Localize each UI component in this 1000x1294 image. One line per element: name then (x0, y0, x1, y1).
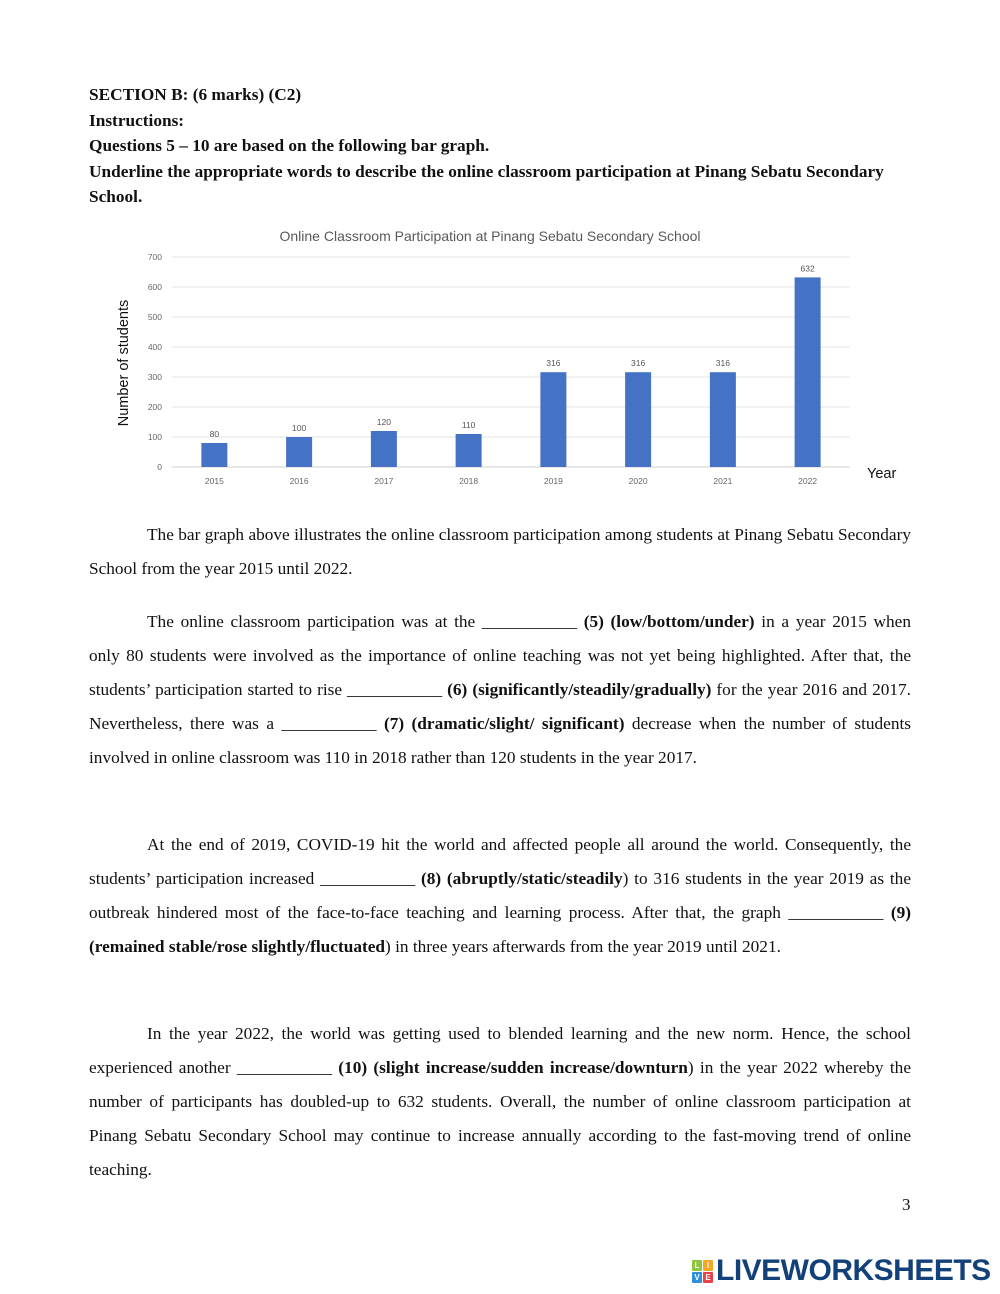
logo-tile: E (703, 1272, 713, 1283)
data-label: 316 (546, 358, 561, 369)
bar (456, 434, 482, 467)
question-options: (9) (remained stable/rose slightly/fluctuated (89, 903, 911, 956)
paragraph-text: in a year 2015 when only 80 students were involved as the importance of online teaching was not yet being highlighted. After that, the students’ participation started to rise ___________ (89, 612, 911, 699)
bar (201, 443, 227, 467)
y-tick-label: 500 (147, 312, 162, 322)
data-label: 316 (715, 358, 730, 369)
chart-title: Online Classroom Participation at Pinang Sebatu Secondary School (279, 228, 701, 244)
y-tick-label: 300 (147, 372, 162, 382)
bar (371, 431, 397, 467)
paragraph-text: The online classroom participation was at the ___________ (147, 612, 584, 631)
logo-tile: L (692, 1260, 702, 1271)
paragraph-1 (89, 518, 911, 586)
question-options: (7) (dramatic/slight/ significant) (383, 714, 625, 733)
bar-chart (100, 220, 920, 495)
x-axis-label: Year (867, 466, 897, 482)
paragraph-text: In the year 2022, the world was getting used to blended learning and the new norm. Hence, the school experienced another ___________ (89, 1024, 911, 1077)
liveworksheets-logo (692, 1254, 991, 1288)
data-label: 110 (461, 420, 476, 430)
y-axis-label: Number of students (116, 299, 132, 427)
logo-tiles-icon (692, 1260, 713, 1283)
page-number: 3 (902, 1195, 911, 1214)
y-tick-label: 400 (147, 342, 162, 352)
paragraph-text: At the end of 2019, COVID-19 hit the world and affected people all around the world. Consequently, the students’ participation increased ___________ (89, 835, 911, 888)
section-title: SECTION B: (6 marks) (C2) (89, 85, 302, 104)
x-tick-label: 2017 (374, 476, 394, 486)
bar (286, 437, 312, 467)
data-label: 632 (800, 263, 815, 274)
data-label: 316 (631, 358, 646, 369)
bar (540, 372, 566, 467)
paragraph-text: decrease when the number of students involved in online classroom was 110 in 2018 rather than 120 students in the year 2017. (89, 714, 911, 767)
task-instruction: Underline the appropriate words to describe the online classroom participation at Pinang Sebatu Secondary School. (89, 161, 884, 206)
question-options: (8) (abruptly/static/steadily (420, 869, 623, 888)
data-label: 100 (292, 423, 307, 433)
bar (625, 372, 651, 467)
paragraph-4 (89, 1017, 911, 1187)
paragraph-text: for the year 2016 and 2017. Nevertheless, there was a ___________ (89, 680, 911, 733)
paragraph-2 (89, 605, 911, 775)
x-tick-label: 2022 (798, 476, 818, 486)
logo-tile: I (703, 1260, 713, 1271)
section-header (89, 82, 919, 210)
x-tick-label: 2021 (713, 476, 733, 486)
paragraph-text: The bar graph above illustrates the online classroom participation among students at Pinang Sebatu Secondary School from the year 2015 until 2022. (89, 525, 911, 578)
x-tick-label: 2018 (459, 476, 479, 486)
instructions-label: Instructions: (89, 110, 185, 130)
x-tick-label: 2015 (204, 476, 224, 486)
y-tick-label: 200 (147, 402, 162, 412)
question-options: (5) (low/bottom/under) (583, 612, 755, 631)
x-tick-label: 2020 (628, 476, 648, 486)
question-options: (6) (significantly/steadily/gradually) (447, 680, 712, 699)
paragraph-text: ) in three years afterwards from the year 2019 until 2021. (385, 937, 781, 956)
x-tick-label: 2019 (543, 476, 563, 486)
paragraph-text: ) to 316 students in the year 2019 as the outbreak hindered most of the face-to-face teaching and learning process. After that, the graph ___________ (89, 869, 911, 922)
paragraph-3 (89, 828, 911, 964)
y-tick-label: 700 (147, 252, 162, 262)
bar (795, 277, 821, 467)
bar (710, 372, 736, 467)
y-tick-label: 100 (147, 432, 162, 442)
data-label: 120 (376, 417, 391, 427)
questions-note: Questions 5 – 10 are based on the following bar graph. (89, 136, 490, 155)
x-tick-label: 2016 (289, 476, 309, 486)
data-label: 80 (209, 429, 220, 439)
logo-tile: V (692, 1272, 702, 1283)
paragraph-text: ) in the year 2022 whereby the number of participants has doubled-up to 632 students. Overall, the number of online classroom participation at Pinang Sebatu Secondary School may continue to increase annually according to the fast-moving trend of online teaching. (89, 1058, 911, 1179)
y-tick-label: 0 (157, 462, 162, 472)
y-tick-label: 600 (147, 282, 162, 292)
logo-text: LIVEWORKSHEETS (716, 1254, 991, 1287)
question-options: (10) (slight increase/sudden increase/downturn (338, 1058, 688, 1077)
